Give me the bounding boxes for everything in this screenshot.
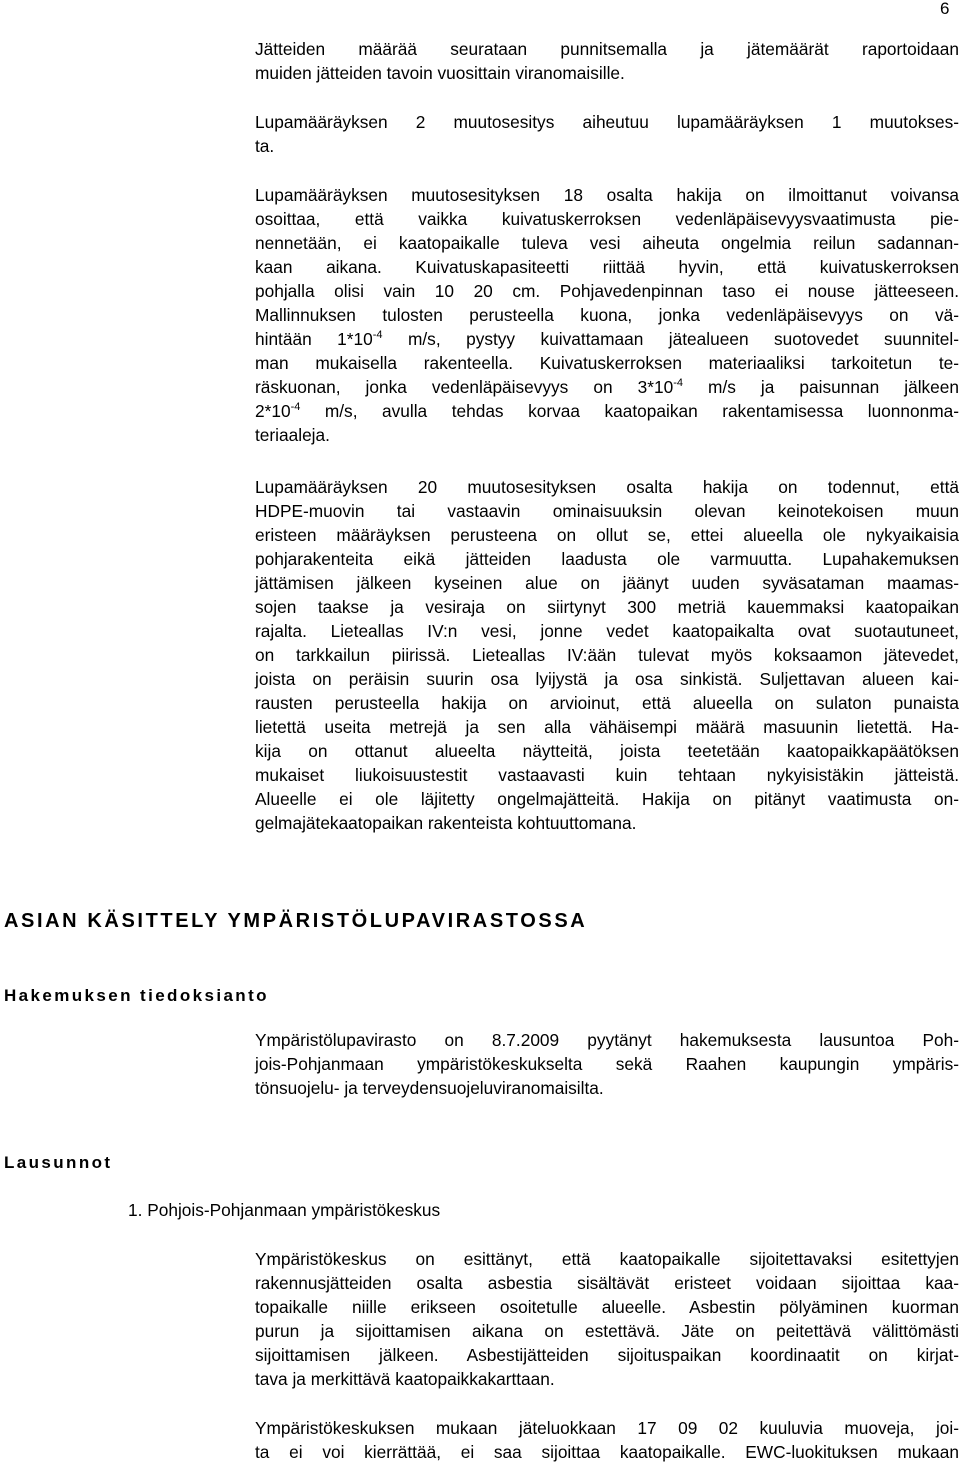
text-line: joista on peräisin suurin osa lyijystä ja osa sinkistä. Suljettavan alueen kai- bbox=[255, 669, 959, 689]
text-line: Lupamääräyksen 20 muutosesityksen osalta hakija on todennut, että bbox=[255, 477, 959, 497]
text-line: rajalta. Lieteallas IV:n vesi, jonne vedet kaatopaikalta ovat suotautuneet, bbox=[255, 621, 959, 641]
paragraph-regulation-20 bbox=[255, 475, 959, 835]
text-line: Lupamääräyksen 2 muutosesitys aiheutuu lupamääräyksen 1 muutokses- bbox=[255, 112, 959, 132]
text-line: rausten perusteella hakija on arvioinut, että alueella on sulaton punaista bbox=[255, 693, 959, 713]
text-line: Lupamääräyksen muutosesityksen 18 osalta hakija on ilmoittanut voivansa bbox=[255, 185, 959, 205]
text-line: sojen taakse ja vesiraja on siirtynyt 300 metriä kauemmaksi kaatopaikan bbox=[255, 597, 959, 617]
text-line: Ympäristölupavirasto on 8.7.2009 pyytänyt hakemuksesta lausuntoa Poh- bbox=[255, 1030, 959, 1050]
paragraph-notification bbox=[255, 1028, 959, 1100]
section-heading: ASIAN KÄSITTELY YMPÄRISTÖLUPAVIRASTOSSA bbox=[4, 910, 588, 932]
paragraph-plastics bbox=[255, 1416, 959, 1464]
text-line: mukaiset liukoisuustestit vastaavasti kuin tehtaan nykyisistäkin jätteistä. bbox=[255, 765, 959, 785]
text-line: pohjarakenteita eikä jätteiden laadusta ole varmuutta. Lupahakemuksen bbox=[255, 549, 959, 569]
text-line: ta ei voi kierrättää, ei saa sijoittaa kaatopaikalle. EWC-luokituksen mukaan bbox=[255, 1442, 959, 1462]
text-line: HDPE-muovin tai vastaavin ominaisuuksin olevan keinotekoisen muun bbox=[255, 501, 959, 521]
text-segment: hintään 1*10 bbox=[255, 329, 373, 349]
text-line: eristeen määräyksen perusteena on ollut se, ettei alueella ole nykyaikaisia bbox=[255, 525, 959, 545]
text-line: teriaaleja. bbox=[255, 425, 330, 445]
text-line: man mukaisella rakenteella. Kuivatuskerroksen materiaaliksi tarkoitetun te- bbox=[255, 353, 959, 373]
text-line: Ympäristökeskus on esittänyt, että kaatopaikalle sijoitettavaksi esitettyjen bbox=[255, 1249, 959, 1269]
text-line: on tarkkailun piirissä. Lieteallas IV:ään tulevat myös koksaamon jätevedet, bbox=[255, 645, 959, 665]
text-line: Ympäristökeskuksen mukaan jäteluokkaan 17 09 02 kuuluvia muoveja, joi- bbox=[255, 1418, 959, 1438]
text-line: gelmajätekaatopaikan rakenteista kohtuuttomana. bbox=[255, 813, 637, 833]
subsection-heading-notification: Hakemuksen tiedoksianto bbox=[4, 986, 269, 1005]
text-line: kija on ottanut alueelta näytteitä, joista teetetään kaatopaikkapäätöksen bbox=[255, 741, 959, 761]
text-line bbox=[255, 327, 959, 351]
text-line: nennetään, ei kaatopaikalle tuleva vesi aiheuta ongelmia reilun sadannan- bbox=[255, 233, 959, 253]
text-line: pohjalla olisi vain 10 20 cm. Pohjavedenpinnan taso ei nouse jätteeseen. bbox=[255, 281, 959, 301]
text-line: lietettä useita metrejä ja sen alla vähäisempi määrä masuunin lietettä. Ha- bbox=[255, 717, 959, 737]
text-segment: m/s, avulla tehdas korvaa kaatopaikan rakentamisessa luonnonma- bbox=[300, 401, 959, 421]
paragraph-asbestos bbox=[255, 1247, 959, 1391]
text-line: tava ja merkittävä kaatopaikkakarttaan. bbox=[255, 1369, 555, 1389]
text-line: sijoittamisen jälkeen. Asbestijätteiden sijoituspaikan koordinaatit on kirjat- bbox=[255, 1345, 959, 1365]
text-line: purun ja sijoittamisen aikana on estettävä. Jäte on peitettävä välittömästi bbox=[255, 1321, 959, 1341]
text-segment: m/s ja paisunnan jälkeen bbox=[683, 377, 960, 397]
text-line: tönsuojelu- ja terveydensuojeluviranomaisilta. bbox=[255, 1078, 604, 1098]
text-line: ta. bbox=[255, 136, 275, 156]
page-number: 6 bbox=[940, 0, 950, 18]
subsection-heading-statements: Lausunnot bbox=[4, 1153, 113, 1172]
text-line: osoittaa, että vaikka kuivatuskerroksen vedenläpäisevyysvaatimusta pie- bbox=[255, 209, 959, 229]
superscript: -4 bbox=[673, 377, 683, 389]
text-line: Alueelle ei ole läjitetty ongelmajätteitä. Hakija on pitänyt vaatimusta on- bbox=[255, 789, 959, 809]
text-line: topaikalle niille erikseen osoitetulle alueelle. Asbestin pölyäminen kuorman bbox=[255, 1297, 959, 1317]
text-line: Mallinnuksen tulosten perusteella kuona, jonka vedenläpäisevyys on vä- bbox=[255, 305, 959, 325]
paragraph-regulation-18 bbox=[255, 183, 959, 447]
paragraph-regulation-2 bbox=[255, 110, 959, 158]
text-line: jois-Pohjanmaan ympäristökeskukselta sekä Raahen kaupungin ympäris- bbox=[255, 1054, 959, 1074]
list-item-title: 1. Pohjois-Pohjanmaan ympäristökeskus bbox=[128, 1200, 441, 1220]
text-line bbox=[255, 399, 959, 423]
superscript: -4 bbox=[372, 329, 383, 341]
text-line: muiden jätteiden tavoin vuosittain viranomaisille. bbox=[255, 63, 625, 83]
text-segment: räskuonan, jonka vedenläpäisevyys on 3*10 bbox=[255, 377, 674, 397]
text-line: kaan aikana. Kuivatuskapasiteetti riittää hyvin, että kuivatuskerroksen bbox=[255, 257, 959, 277]
paragraph-waste-monitoring bbox=[255, 37, 959, 85]
superscript: -4 bbox=[290, 401, 301, 413]
text-segment: 2*10 bbox=[255, 401, 291, 421]
text-line: Jätteiden määrää seurataan punnitsemalla ja jätemäärät raportoidaan bbox=[255, 39, 959, 59]
text-line bbox=[255, 375, 959, 399]
text-line: rakennusjätteiden osalta asbestia sisältävät eristeet voidaan sijoittaa kaa- bbox=[255, 1273, 959, 1293]
text-line: jättämisen jälkeen kyseinen alue on jäänyt uuden syväsataman maamas- bbox=[255, 573, 959, 593]
text-segment: m/s, pystyy kuivattamaan jätealueen suotovedet suunnitel- bbox=[382, 329, 959, 349]
